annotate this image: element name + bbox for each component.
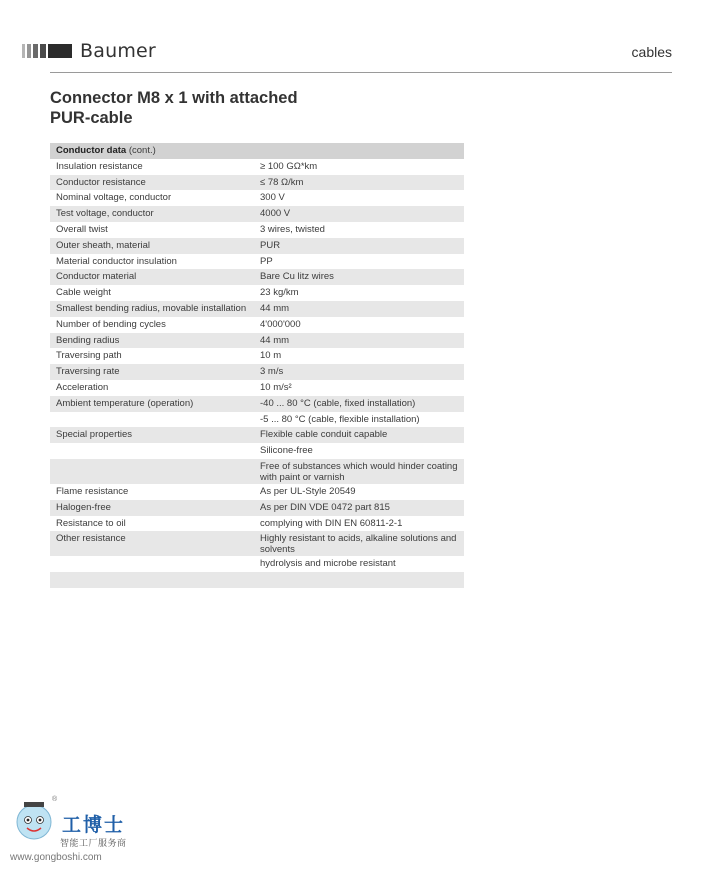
table-row [50,190,464,206]
table-row [50,459,464,484]
table-row [50,364,464,380]
mascot-icon [12,800,56,844]
watermark-url: www.gongboshi.com [10,852,102,863]
table-row [50,500,464,516]
row-label: Special properties [56,429,133,441]
row-value: 10 m/s² [260,381,292,393]
table-row [50,516,464,532]
row-label: Ambient temperature (operation) [56,397,194,409]
row-label: Conductor material [56,271,137,283]
row-value: Silicone-free [260,445,313,457]
row-value: Highly resistant to acids, alkaline solutions and solvents [260,533,457,556]
table-row [50,427,464,443]
table-row [50,531,464,556]
table-header-row [50,143,464,159]
row-value: 4'000'000 [260,318,301,330]
row-value: 44 mm [260,334,290,346]
row-value: Bare Cu litz wires [260,271,334,283]
row-label: Bending radius [56,334,120,346]
row-label: Insulation resistance [56,160,143,172]
title-line-2: PUR-cable [50,109,133,127]
table-row [50,175,464,191]
table-header-cell [50,143,464,159]
table-row [50,348,464,364]
row-value: Flexible cable conduit capable [260,429,388,441]
table-row [50,254,464,270]
table-body [50,159,464,588]
table-header-title: Conductor data [56,145,127,156]
baumer-logo-icon [22,44,72,58]
row-label: Overall twist [56,223,108,235]
row-value: ≥ 100 GΩ*km [260,160,318,172]
row-value: As per DIN VDE 0472 part 815 [260,501,390,513]
row-label [50,572,260,588]
registered-mark: ® [52,796,58,803]
row-value: ≤ 78 Ω/km [260,176,304,188]
row-label [50,443,260,459]
table-row [50,317,464,333]
row-value [260,572,464,588]
table-row [50,269,464,285]
row-value: 300 V [260,192,285,204]
table-row [50,285,464,301]
table-row [50,206,464,222]
row-label: Acceleration [56,381,109,393]
page-header [0,0,727,80]
row-label: Resistance to oil [56,517,126,529]
row-value: 4000 V [260,208,291,220]
table-row [50,333,464,349]
table-row [50,301,464,317]
row-value: complying with DIN EN 60811-2-1 [260,517,403,529]
row-label: Smallest bending radius, movable installation [56,302,247,314]
table-row [50,484,464,500]
row-value: PUR [260,239,281,251]
row-value: 44 mm [260,302,290,314]
row-label: Material conductor insulation [56,255,177,267]
row-value: 3 m/s [260,366,284,378]
watermark-name: 工博士 [62,814,126,836]
table-row [50,159,464,175]
table-row [50,572,464,588]
row-label [50,412,260,428]
table-row [50,380,464,396]
table-row [50,412,464,428]
row-label: Outer sheath, material [56,239,150,251]
row-value: PP [260,255,273,267]
row-value: 10 m [260,350,282,362]
header-divider [50,72,672,73]
table-row [50,556,464,572]
row-value: -40 ... 80 °C (cable, fixed installation) [260,397,416,409]
title-line-1: Connector M8 x 1 with attached [50,89,298,107]
row-label: Number of bending cycles [56,318,166,330]
category-label: cables [631,44,672,60]
table-header-note: (cont.) [126,145,156,156]
row-label: Conductor resistance [56,176,146,188]
table-row [50,396,464,412]
table-row [50,222,464,238]
watermark [8,796,148,866]
row-label [50,459,260,484]
table-row [50,443,464,459]
row-value: As per UL-Style 20549 [260,485,356,497]
table-row [50,238,464,254]
row-label: Test voltage, conductor [56,208,154,220]
row-label: Flame resistance [56,485,129,497]
row-label: Cable weight [56,287,111,299]
row-value: -5 ... 80 °C (cable, flexible installation) [260,413,420,425]
row-value: hydrolysis and microbe resistant [260,558,396,570]
page-title [50,88,470,128]
conductor-data-table [50,143,464,588]
row-value: Free of substances which would hinder coating with paint or varnish [260,460,458,483]
brand-name: Baumer [80,40,156,62]
row-value: 23 kg/km [260,287,299,299]
row-label: Nominal voltage, conductor [56,192,172,204]
row-label: Traversing rate [56,366,120,378]
row-label [50,556,260,572]
row-label: Other resistance [56,533,126,545]
row-value: 3 wires, twisted [260,223,325,235]
row-label: Halogen-free [56,501,111,513]
row-label: Traversing path [56,350,122,362]
watermark-subtitle: 智能工厂服务商 [60,838,127,848]
